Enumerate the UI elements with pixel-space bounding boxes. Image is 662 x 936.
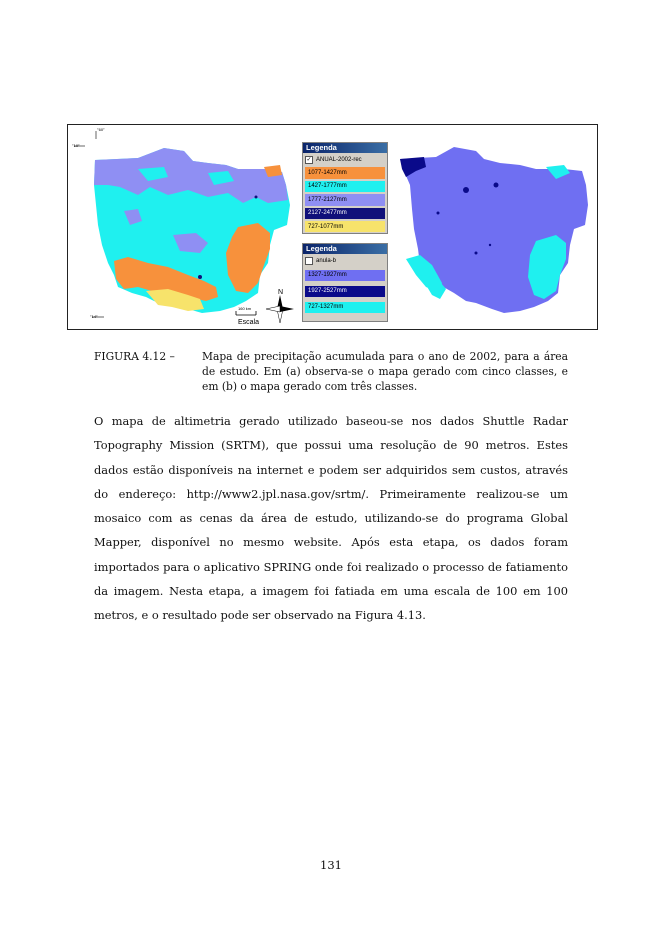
legend-a-title: Legenda — [303, 143, 387, 153]
precipitation-map-b — [396, 125, 596, 329]
figure-frame — [67, 124, 598, 330]
legend-b-layer-name: anula-b — [316, 257, 337, 264]
legend-b-item: 1327-1927mm — [305, 270, 385, 282]
precipitation-map-a — [68, 125, 297, 329]
legend-b-layer-row[interactable] — [305, 254, 385, 267]
checkbox-icon[interactable]: ✓ — [306, 156, 312, 163]
legend-a-item: 1777-2127mm — [305, 194, 385, 206]
legend-a-item: 1077-1427mm — [305, 167, 385, 179]
bottom-lat-label: °14° — [90, 314, 98, 319]
top-lat-label: °10° — [72, 143, 80, 148]
map-a-region-navy — [198, 275, 202, 279]
legend-a-item: 2127-2477mm — [305, 208, 385, 220]
top-lon-label: °60° — [97, 127, 105, 132]
page-number: 131 — [320, 858, 342, 872]
legend-b-title: Legenda — [303, 244, 387, 254]
legend-b-item: 1927-2527mm — [305, 286, 385, 298]
legend-three-classes — [302, 243, 388, 322]
legend-five-classes — [302, 142, 388, 234]
legend-a-layer-name: ANUAL-2002-rec — [316, 156, 362, 163]
caption-label: FIGURA 4.12 – — [94, 350, 175, 363]
legend-a-layer-row[interactable] — [305, 153, 385, 166]
scale-label-text: Escala — [238, 319, 260, 326]
north-label: N — [278, 289, 284, 296]
legend-a-item: 1427-1777mm — [305, 181, 385, 193]
scale-value-text: 160 km — [238, 306, 252, 311]
body-paragraph: O mapa de altimetria gerado utilizado baseou-se nos dados Shuttle Radar Topography Mission (SRTM), que possui uma resolução de 90 metros. Estes dados estão disponíveis na internet e podem ser adquiridos sem custos, através do endereço: http://www2.jpl.nasa.gov/srtm/. Primeiramente realizou-se um mosaico com as cenas da área de estudo, utilizando-se do programa Global Mapper, disponível no mesmo website. Após esta etapa, os dados foram importados para o aplicativo SPRING onde foi realizado o processo de fatiamento da imagem. Nesta etapa, a imagem foi fatiada em uma escala de 100 em 100 metros, e o resultado pode ser observado na Figura 4.13. — [94, 414, 568, 623]
legend-b-item: 727-1327mm — [305, 302, 385, 314]
checkbox-icon[interactable] — [305, 257, 313, 265]
north-arrow-icon — [266, 289, 294, 323]
figure-caption — [94, 349, 568, 394]
caption-text: Mapa de precipitação acumulada para o ano de 2002, para a área de estudo. Em (a) observa-se o mapa gerado com cinco classes, e em (b) o mapa gerado com três classes. — [202, 350, 568, 393]
legend-a-item: 727-1077mm — [305, 221, 385, 233]
